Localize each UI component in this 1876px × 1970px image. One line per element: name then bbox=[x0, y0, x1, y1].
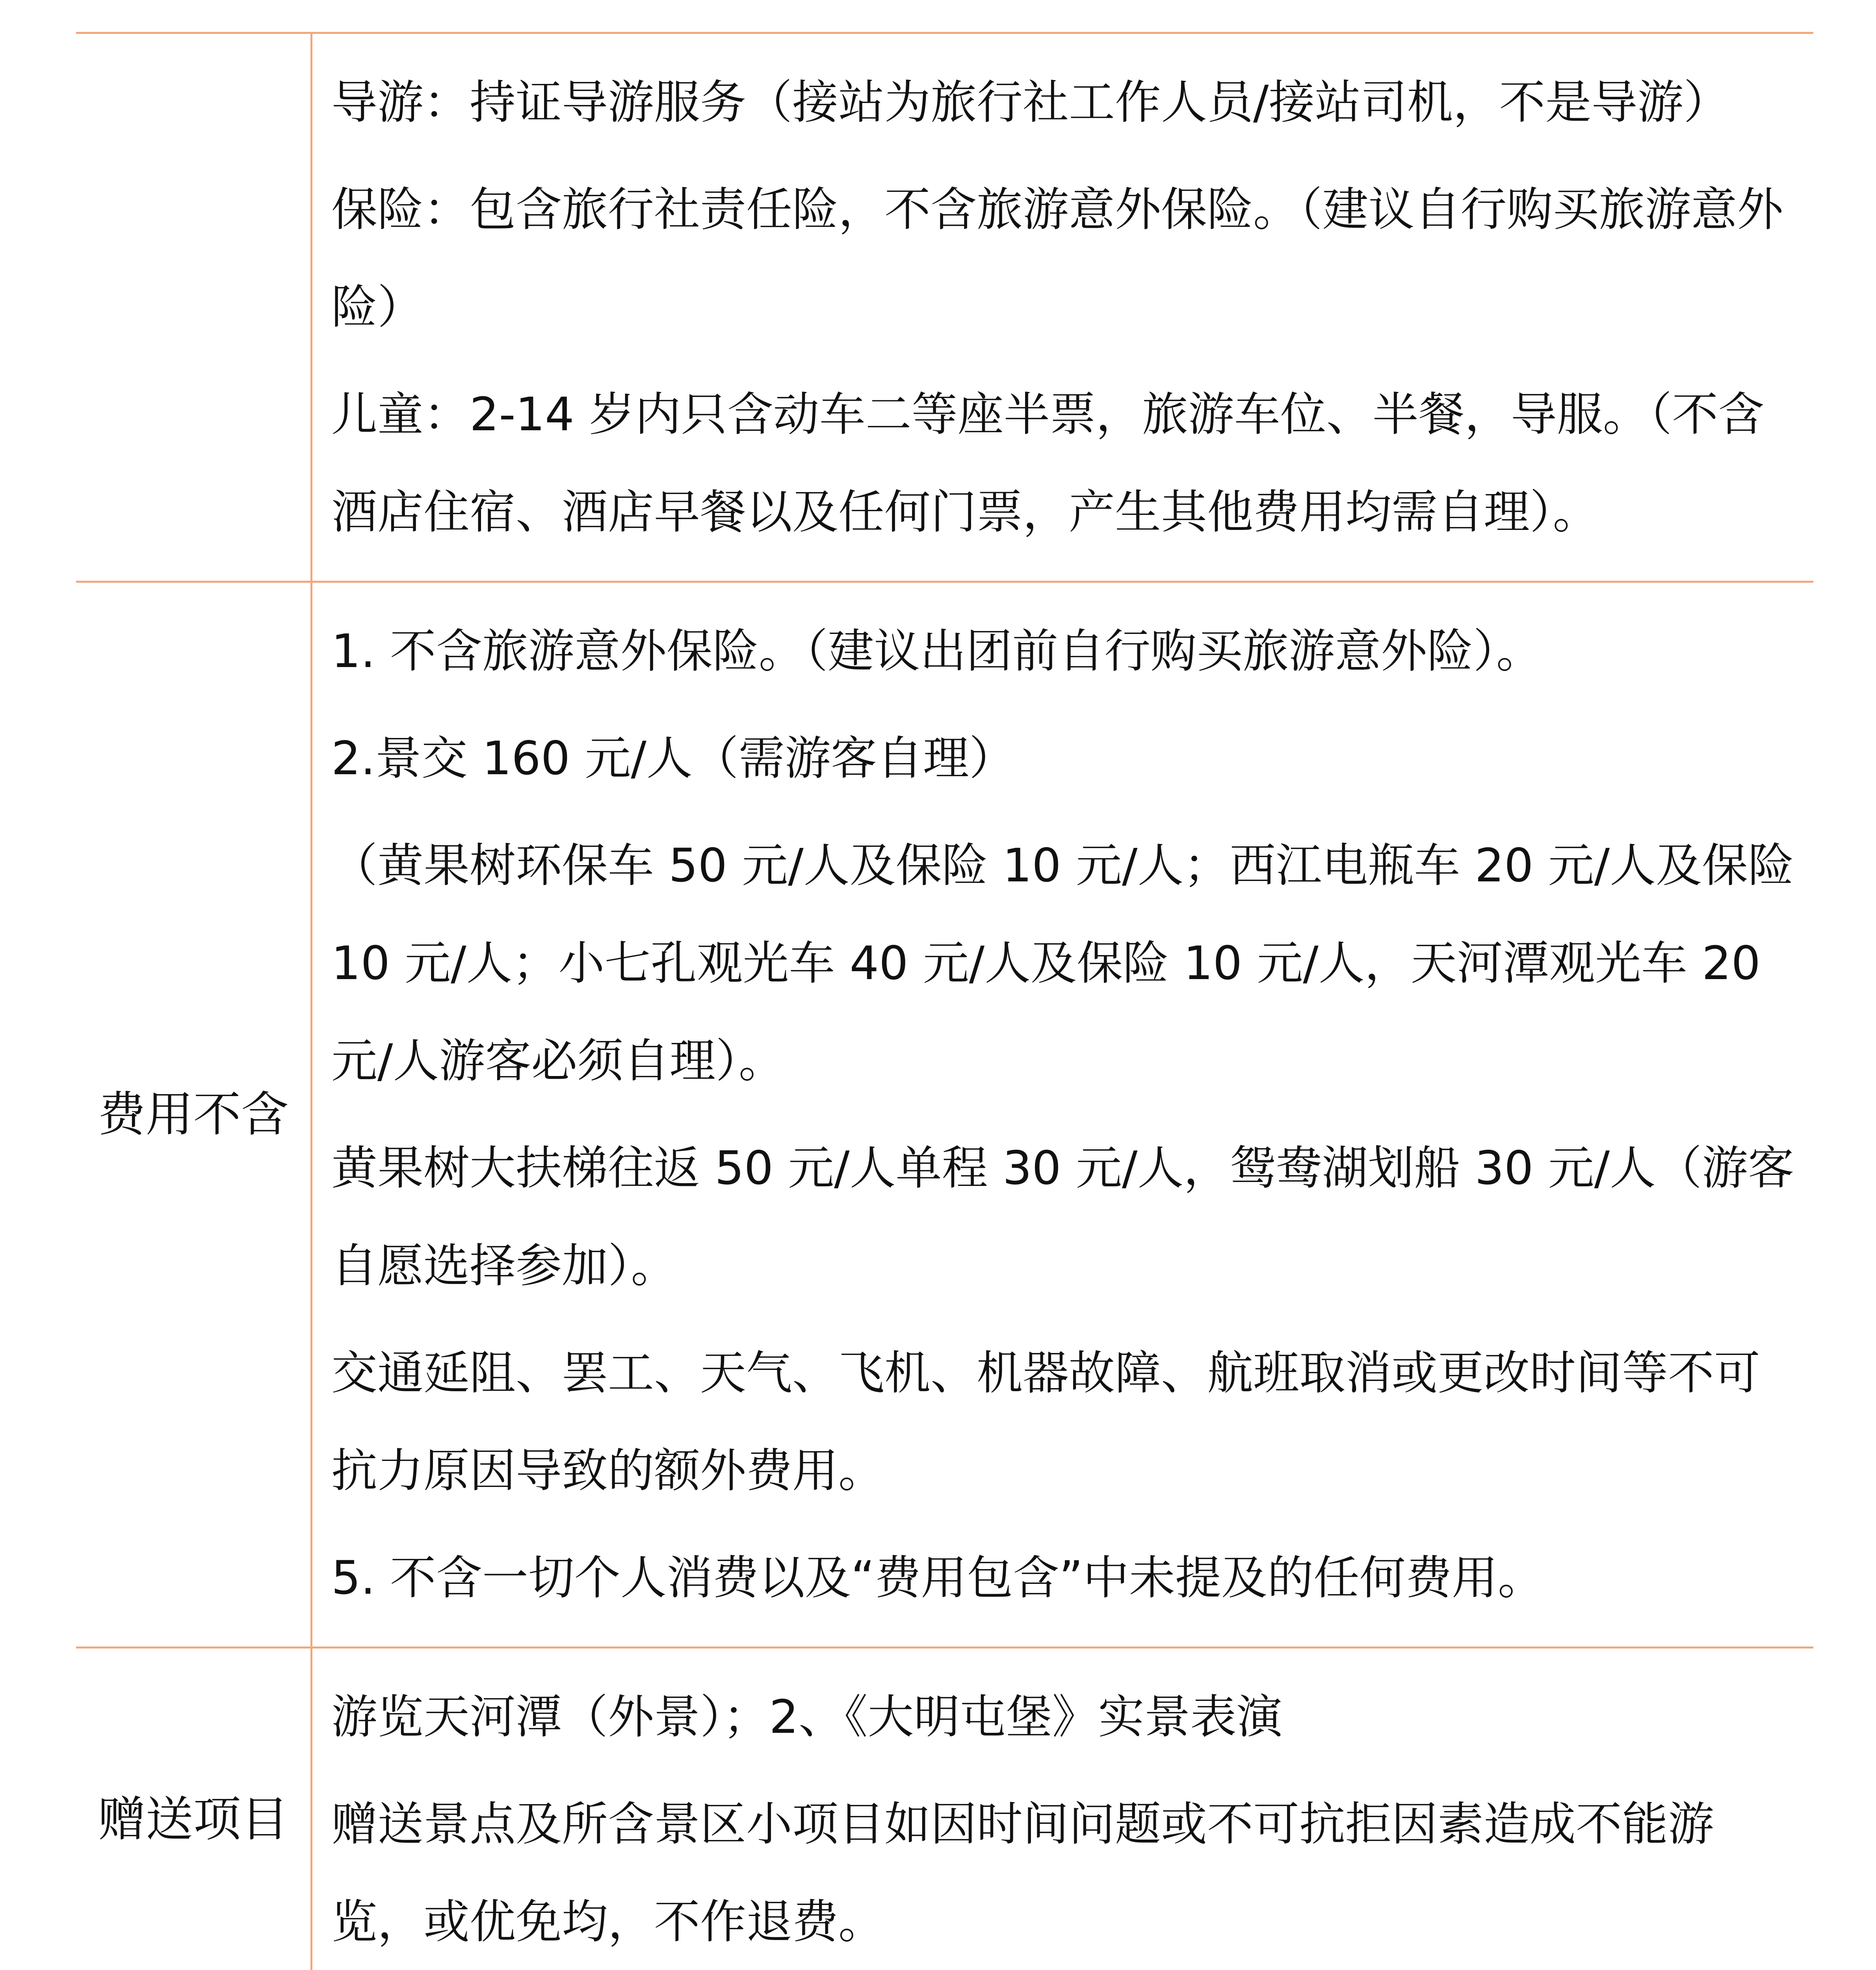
paragraph-item: 1. 不含旅游意外保险。（建议出团前自行购买旅游意外险）。 bbox=[331, 624, 1542, 678]
itinerary-fee-table bbox=[76, 32, 1813, 1970]
row-label-complimentary: 赠送项目 bbox=[76, 1648, 312, 1970]
paragraph-item: 游览天河潭（外景）；2、《大明屯堡》实景表演 bbox=[331, 1690, 1283, 1744]
row-label bbox=[76, 33, 312, 582]
row-fees-excluded bbox=[76, 582, 1813, 1648]
paragraph-guide: 导游：持证导游服务（接站为旅行社工作人员/接站司机，不是导游） bbox=[331, 75, 1730, 129]
paragraph-insurance: 保险：包含旅行社责任险，不含旅游意外保险。（建议自行购买旅游意外险） bbox=[331, 182, 1783, 334]
row-content bbox=[312, 1648, 1814, 1970]
paragraph-item: 交通延阻、罢工、天气、飞机、机器故障、航班取消或更改时间等不可抗力原因导致的额外费用。 bbox=[331, 1346, 1761, 1498]
paragraph-children: 儿童：2-14 岁内只含动车二等座半票，旅游车位、半餐，导服。（不含酒店住宿、酒店早餐以及任何门票，产生其他费用均需自理）。 bbox=[331, 387, 1765, 539]
row-content bbox=[312, 33, 1814, 582]
row-included-services bbox=[76, 33, 1813, 582]
paragraph-item: 2.景交 160 元/人（需游客自理） bbox=[331, 731, 1015, 785]
row-content bbox=[312, 582, 1814, 1648]
paragraph-item: 黄果树大扶梯往返 50 元/人单程 30 元/人，鸳鸯湖划船 30 元/人（游客自愿选择参加）。 bbox=[331, 1141, 1794, 1293]
paragraph-item: 赠送景点及所含景区小项目如因时间问题或不可抗拒因素造成不能游览，或优免均，不作退费。 bbox=[331, 1797, 1714, 1949]
row-complimentary-items bbox=[76, 1648, 1813, 1970]
paragraph-item: 5. 不含一切个人消费以及“费用包含”中未提及的任何费用。 bbox=[331, 1551, 1544, 1605]
row-label-fees-excluded: 费用不含 bbox=[76, 582, 312, 1648]
paragraph-item: （黄果树环保车 50 元/人及保险 10 元/人；西江电瓶车 20 元/人及保险 10 元/人；小七孔观光车 40 元/人及保险 10 元/人，天河潭观光车 20 元/人游客必须自理）。 bbox=[331, 838, 1794, 1088]
